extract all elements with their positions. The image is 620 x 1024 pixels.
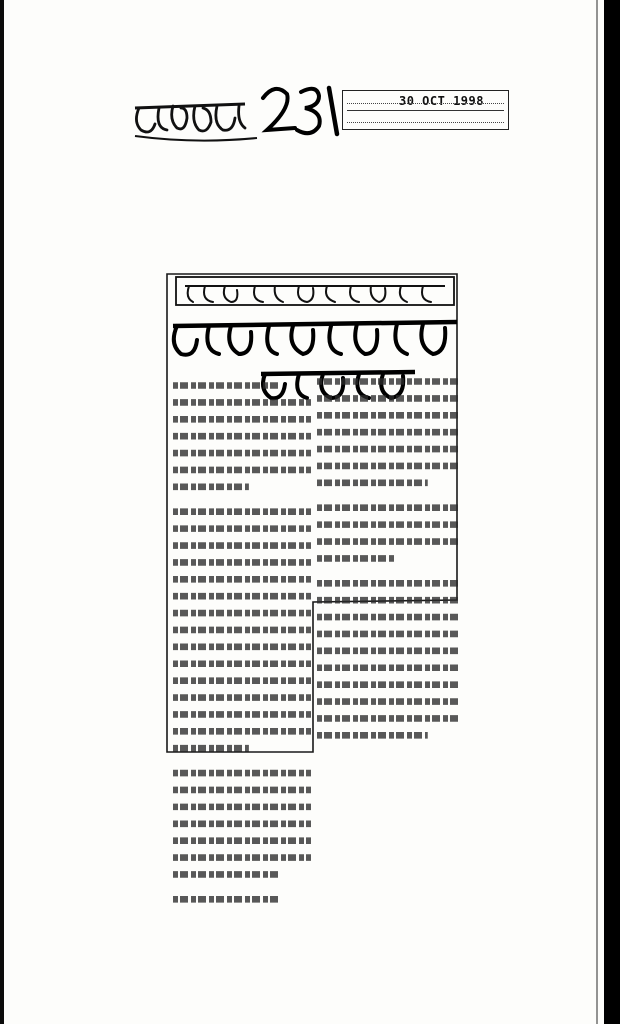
scan-scratch-line — [596, 0, 598, 1024]
archive-date-stamp — [342, 90, 509, 130]
scan-left-edge — [0, 0, 4, 1024]
stamp-date: 30 OCT 1998 — [399, 94, 484, 108]
section-rubric — [175, 274, 455, 308]
newspaper-masthead — [125, 78, 355, 150]
article-body-right-column — [317, 376, 459, 747]
newspaper-clipping — [165, 272, 465, 757]
article-body-left-column — [173, 380, 311, 911]
scan-right-edge — [604, 0, 620, 1024]
